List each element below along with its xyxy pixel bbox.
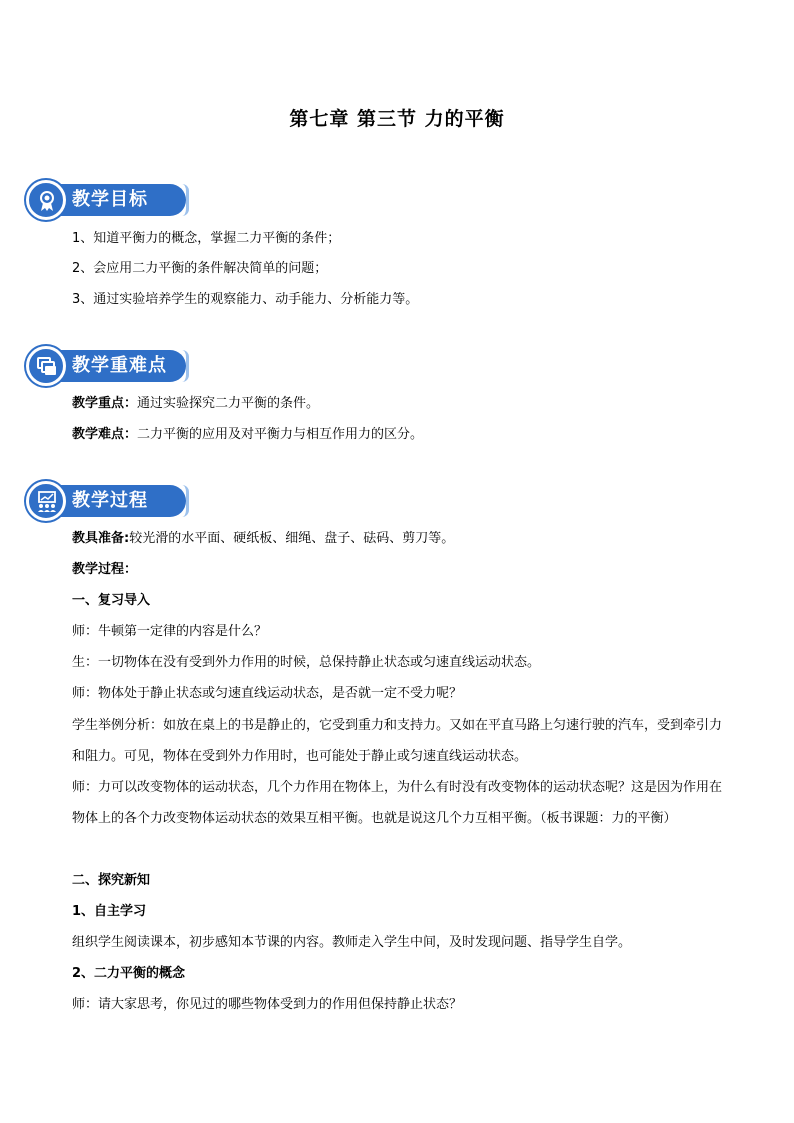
sub-heading: 1、自主学习 xyxy=(72,904,147,919)
difficulty-text: 二力平衡的应用及对平衡力与相互作用力的区分。 xyxy=(137,427,424,442)
stacked-cards-icon xyxy=(26,346,66,386)
dialogue-line: 师：物体处于静止状态或匀速直线运动状态，是否就一定不受力呢？ xyxy=(72,686,463,701)
tools-text: 较光滑的水平面、硬纸板、细绳、盘子、砝码、剪刀等。 xyxy=(129,531,455,546)
focus-text: 通过实验探究二力平衡的条件。 xyxy=(137,396,320,411)
goal-item: 3、通过实验培养学生的观察能力、动手能力、分析能力等。 xyxy=(72,292,419,307)
body-line: 师：请大家思考，你见过的哪些物体受到力的作用但保持静止状态？ xyxy=(72,997,463,1012)
example-paragraph: 学生举例分析：如放在桌上的书是静止的，它受到重力和支持力。又如在平直马路上匀速行驶的汽车，受到牵引力和阻力。可见，物体在受到外力作用时，也可能处于静止或匀速直线运动状态。 xyxy=(72,718,723,764)
difficulty-label: 教学难点： xyxy=(72,427,138,442)
section-header-label: 教学过程 xyxy=(72,490,148,511)
focus-line xyxy=(72,394,319,414)
focus-label: 教学重点： xyxy=(72,396,138,411)
section-header-goals xyxy=(26,180,186,220)
difficulty-line xyxy=(72,425,423,445)
goal-item: 2、会应用二力平衡的条件解决简单的问题； xyxy=(72,261,328,276)
tools-label: 教具准备: xyxy=(72,531,130,546)
section-header-process xyxy=(26,481,186,521)
dialogue-line: 生：一切物体在没有受到外力作用的时候，总保持静止状态或匀速直线运动状态。 xyxy=(72,655,541,670)
dialogue-line: 师：牛顿第一定律的内容是什么？ xyxy=(72,624,268,639)
part-heading: 二、探究新知 xyxy=(72,873,151,888)
page-title: 第七章 第三节 力的平衡 xyxy=(289,108,505,130)
goal-item: 1、知道平衡力的概念，掌握二力平衡的条件； xyxy=(72,231,341,246)
explain-paragraph: 师：力可以改变物体的运动状态，几个力作用在物体上，为什么有时没有改变物体的运动状态呢？这是因为作用在物体上的各个力改变物体运动状态的效果互相平衡。也就是说这几个力互相平衡。（板书课题：力的平衡） xyxy=(72,780,723,826)
section-header-label: 教学重难点 xyxy=(72,355,167,376)
body-line: 组织学生阅读课本，初步感知本节课的内容。教师走入学生中间，及时发现问题、指导学生自学。 xyxy=(72,935,632,950)
section-header-label: 教学目标 xyxy=(72,189,148,210)
section-header-keypoints xyxy=(26,346,186,386)
presentation-audience-icon xyxy=(26,481,66,521)
process-label: 教学过程： xyxy=(72,562,138,577)
tools-line xyxy=(72,529,454,549)
award-ribbon-icon xyxy=(26,180,66,220)
part-heading: 一、复习导入 xyxy=(72,593,151,608)
sub-heading: 2、二力平衡的概念 xyxy=(72,966,186,981)
